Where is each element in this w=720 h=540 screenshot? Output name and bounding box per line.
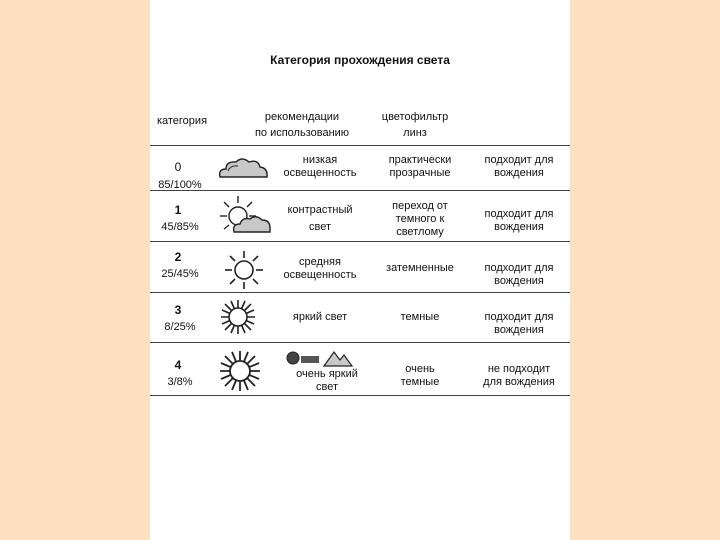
driving-suitability (470, 262, 568, 288)
row-divider (150, 395, 570, 396)
category-percent: 45/85% (161, 221, 199, 233)
lens-line: светлому (396, 226, 444, 238)
header-category: категория (156, 115, 208, 127)
category-number: 1 (174, 203, 182, 217)
document-page (150, 0, 570, 540)
light-line: очень яркий (296, 368, 358, 380)
category-number: 4 (174, 358, 182, 372)
header-filter (370, 109, 460, 141)
header-recommendations-line1: рекомендации (264, 111, 340, 123)
header-filter-line1: цветофильтр (381, 111, 449, 123)
lens-line: темные (400, 311, 440, 323)
driving-line: подходит для (484, 262, 554, 274)
light-condition (270, 311, 370, 324)
light-condition (270, 204, 370, 234)
driving-suitability (470, 363, 568, 389)
light-line: низкая (302, 154, 338, 166)
light-line: свет (315, 381, 338, 393)
category-percent: 3/8% (167, 376, 193, 388)
bright-sun-icon (220, 299, 256, 335)
lens-tint (370, 262, 470, 275)
driving-line: подходит для (484, 208, 554, 220)
driving-line: вождения (494, 221, 544, 233)
cloud-icon (216, 153, 272, 183)
light-condition (276, 368, 378, 394)
light-condition (270, 154, 370, 180)
lens-tint (370, 200, 470, 239)
category-number: 3 (174, 303, 182, 317)
sun-icon (224, 250, 264, 290)
lens-line: прозрачные (389, 167, 451, 179)
driving-line: не подходит (487, 363, 551, 375)
lens-tint (370, 363, 470, 389)
category-number: 0 (174, 160, 182, 174)
row-divider (150, 292, 570, 293)
very-bright-sun-icon (220, 351, 260, 391)
lens-line: темного к (395, 213, 445, 225)
header-recommendations-line2: по использованию (254, 127, 350, 139)
driving-line: вождения (494, 167, 544, 179)
light-line: контрастный (287, 204, 353, 216)
driving-suitability (470, 154, 568, 180)
snow-mountain-icon (284, 346, 354, 370)
light-condition (270, 256, 370, 282)
header-filter-line2: линз (403, 127, 427, 139)
page-title: Категория прохождения света (270, 53, 450, 67)
lens-line: практически (388, 154, 452, 166)
light-line: яркий свет (292, 311, 348, 323)
category-percent: 8/25% (164, 321, 196, 333)
driving-line: для вождения (483, 376, 555, 388)
driving-line: подходит для (484, 154, 554, 166)
lens-line: затемненные (386, 262, 454, 274)
driving-suitability (470, 208, 568, 234)
lens-line: темные (400, 376, 440, 388)
category-percent: 85/100% (158, 179, 202, 191)
category-percent: 25/45% (161, 268, 199, 280)
row-divider (150, 190, 570, 191)
row-divider (150, 342, 570, 343)
driving-suitability (470, 311, 568, 337)
lens-line: переход от (392, 200, 448, 212)
partly-cloudy-icon (218, 194, 274, 238)
light-line: средняя (299, 256, 341, 268)
row-divider (150, 241, 570, 242)
light-line: освещенность (283, 167, 357, 179)
driving-line: вождения (494, 275, 544, 287)
header-recommendations (238, 109, 366, 141)
light-line: свет (308, 221, 331, 233)
lens-line: очень (405, 363, 435, 375)
category-number: 2 (174, 250, 182, 264)
driving-line: подходит для (484, 311, 554, 323)
lens-tint (370, 311, 470, 324)
lens-tint (370, 154, 470, 180)
light-line: освещенность (283, 269, 357, 281)
driving-line: вождения (494, 324, 544, 336)
row-divider (150, 145, 570, 146)
